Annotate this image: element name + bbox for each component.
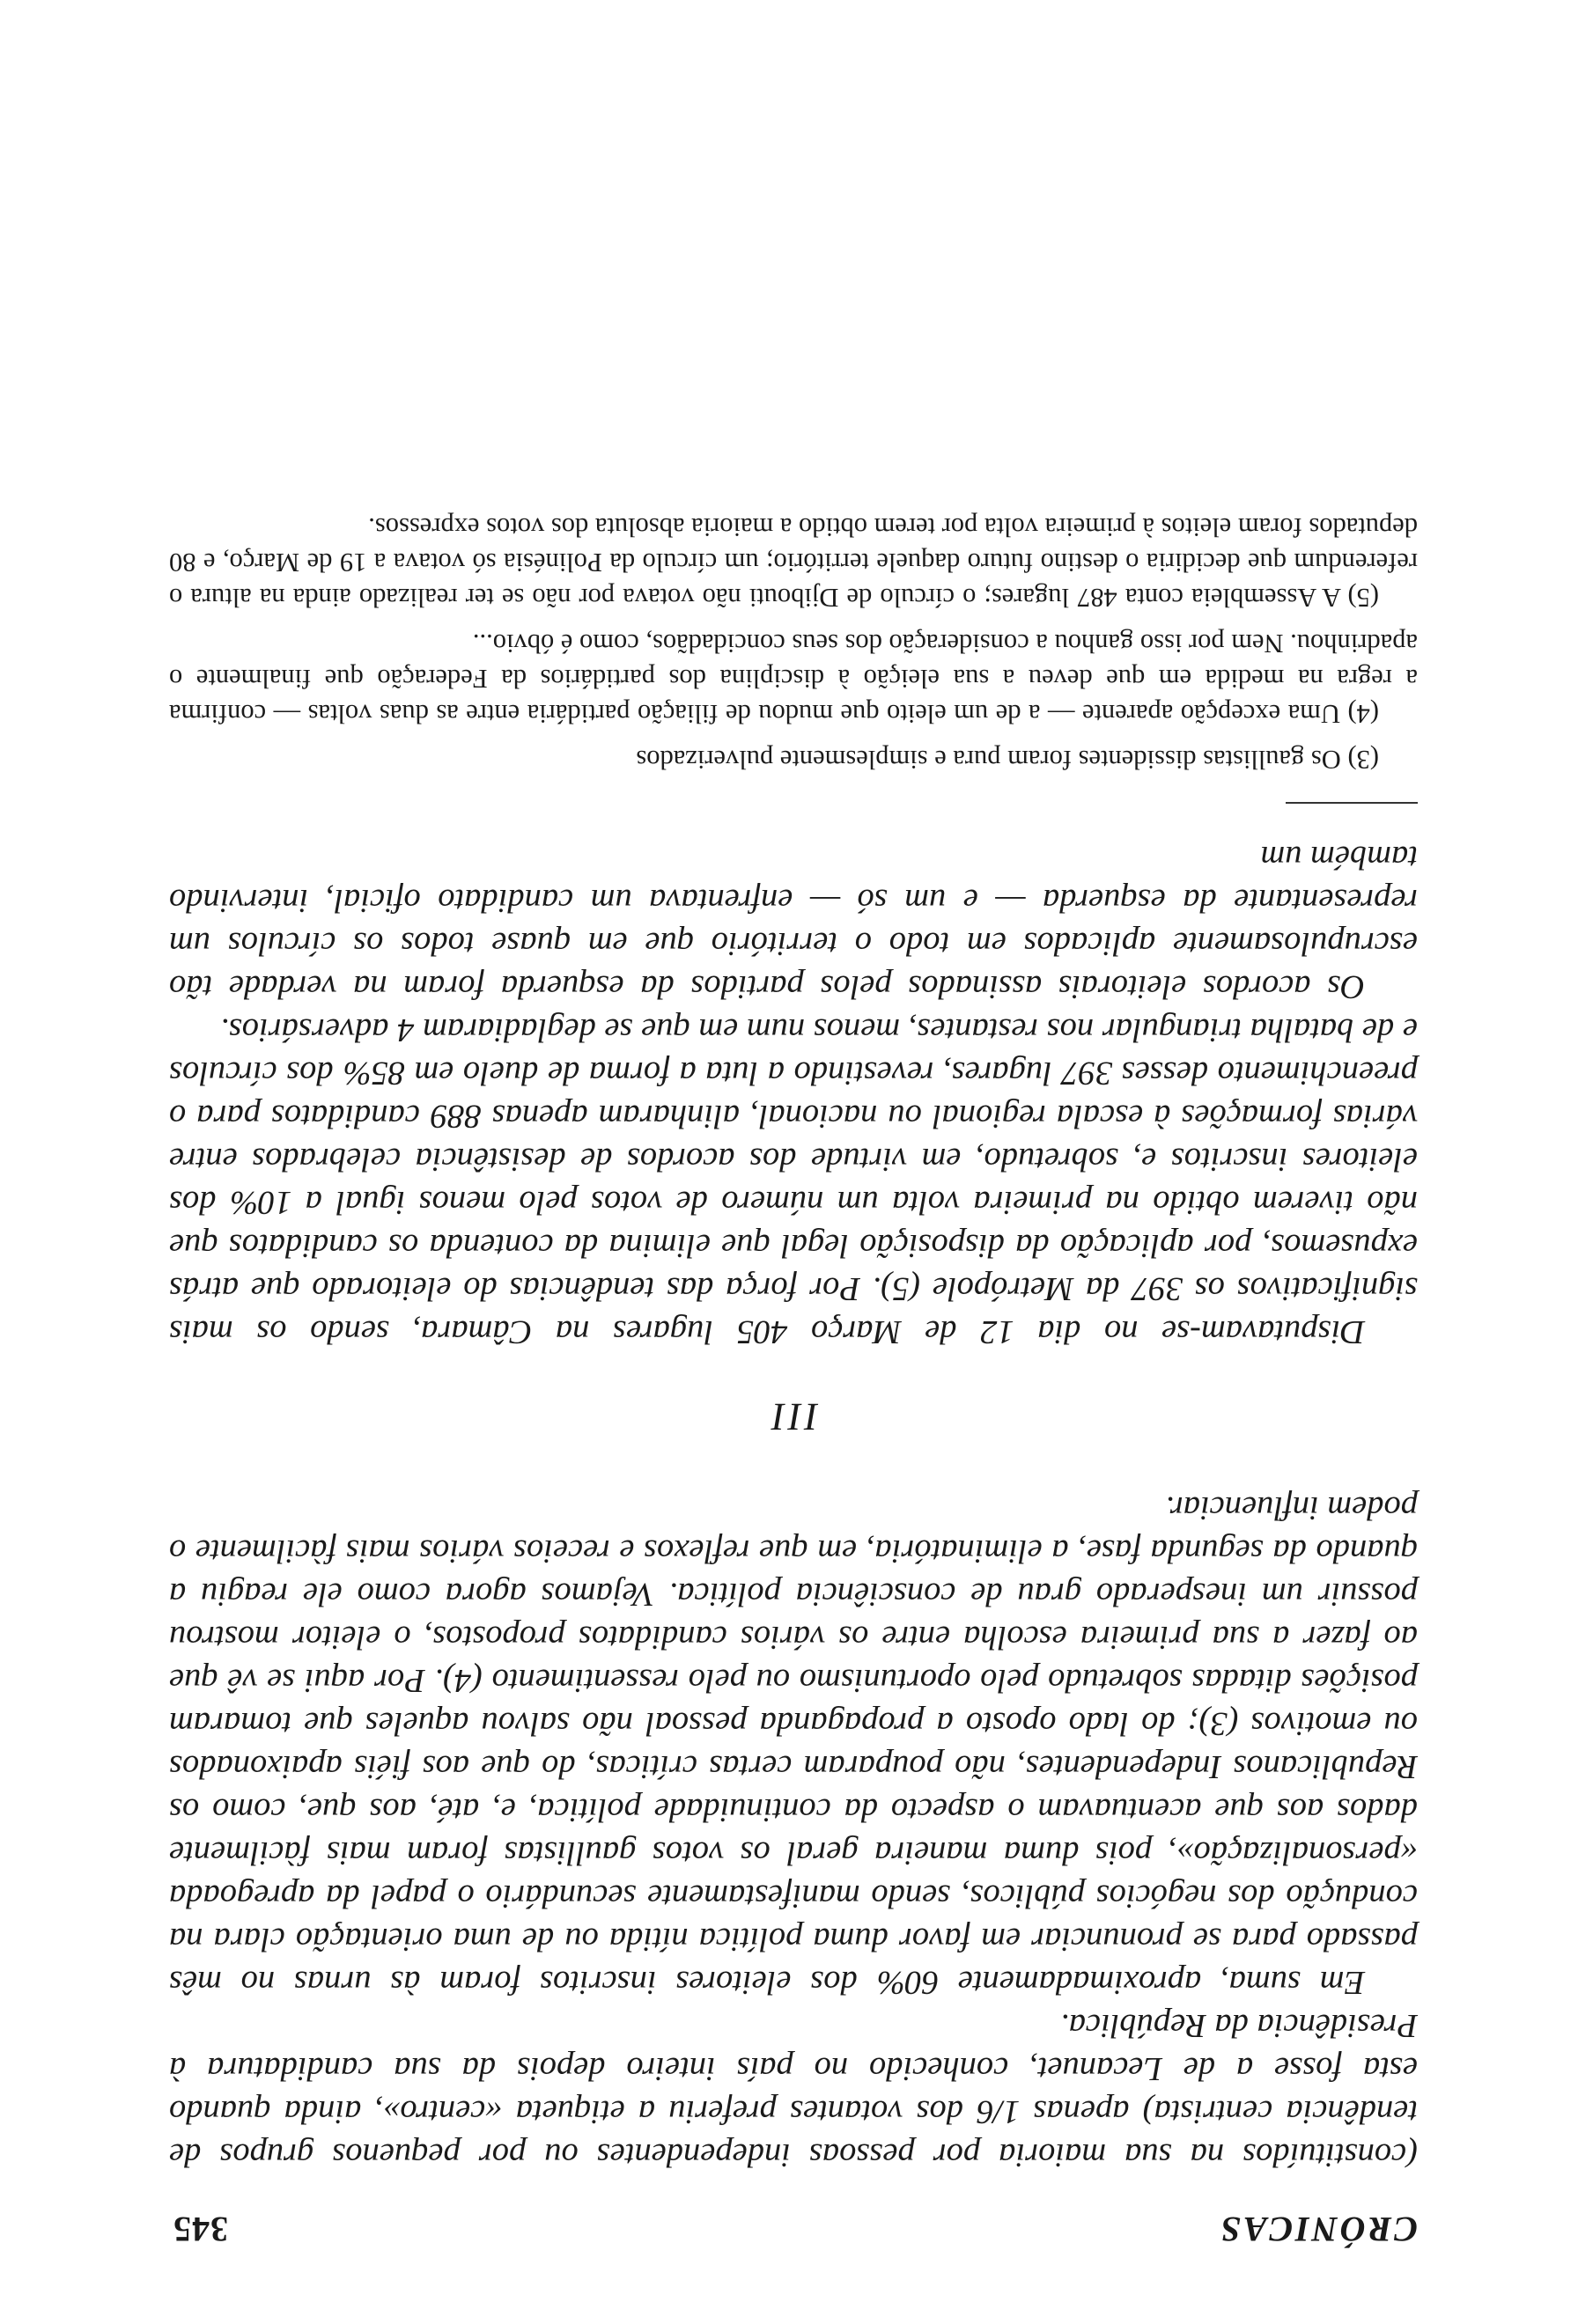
page-number: 345 xyxy=(173,2210,228,2249)
paragraph-march-elections: Disputavam-se no dia 12 de Março 405 lugares na Câmara, sendo os mais significativos os 397 da Metrópole (5). Por força das tendências do eleitorado que atrás expusemos, por aplicação da disposição legal que elimina da contenda os candidatos que não tiverem obtido na primeira volta um número de votos pelo menos igual a 10% dos eleitores inscritos e, sobretudo, em virtude dos acordos de desistência celebrados entre várias formações à escala regional ou nacional, alinharam apenas 889 candidatos para o preenchimento desses 397 lugares, revestindo a luta a forma de duelo em 85% dos círculos e de batalha triangular nos restantes, menos num em que se degladiaram 4 adversários. xyxy=(169,1011,1418,1350)
footnote-divider xyxy=(1286,802,1418,804)
paragraph-continuation: (constituídos na sua maioria por pessoas independentes ou por pequenos grupos de tendência centrista) apenas 1/6 dos votantes preferiu a etiqueta «centro», ainda quando esta fosse a de Lecanuet, conhecido no país inteiro depois da sua candidatura à Presidência da República. xyxy=(169,2007,1418,2173)
paragraph-electoral-agreements: Os acordos eleitorais assinados pelos partidos da esquerda foram na verdade tão escrupulosamente aplicados em todo o território que em quase todos os círculos um representante da esquerda — e um só — enfrentava um candidato oficial, intervindo também um xyxy=(169,839,1418,1005)
running-title: CRÓNICAS xyxy=(1218,2210,1418,2249)
footnote-3: (3) Os gaullistas dissidentes foram pura e simplesmente pulverizados xyxy=(636,745,1379,775)
page-header xyxy=(173,2209,1418,2250)
footnote-5: (5) A Assembleia conta 487 lugares; o círculo de Djibouti não votava por não se ter realizado ainda na altura o referendum que decidiria o destino futuro daquele território; um círculo da Polinésia só votava a 19 de Março, e 80 deputados foram eleitos à primeira volta por terem obtido a maioria absoluta dos votos expressos. xyxy=(169,512,1418,613)
footnotes xyxy=(169,510,1418,777)
main-text xyxy=(169,499,1418,2176)
section-heading: III xyxy=(769,1395,818,1438)
footnote-4: (4) Uma excepção aparente — a de um eleito que mudou de filiação partidária entre as duas voltas — confirma a regra na medida em que deveu a sua eleição à disciplina dos partidários da Federação que finalmente o apadrinhou. Nem por isso ganhou a consideração dos seus concidadãos, como é óbvio... xyxy=(169,629,1418,729)
paragraph-summary: Em suma, aproximadamente 60% dos eleitores inscritos foram às urnas no mês passado para se pronunciar em favor duma política nítida ou de uma orientação clara na condução dos negócios públicos, sendo manifestamente secundário o papel da apregoada «personalização», pois duma maneira geral os votos gaullistas foram mais fàcilmente dados aos que acentuavam o aspecto da continuidade política, e, até, aos que, como os Republicanos Independentes, não pouparam certas críticas, do que aos fiéis apaixonados ou emotivos (3); do lado oposto a propaganda pessoal não salvou aqueles que tomaram posições ditadas sobretudo pelo oportunismo ou pelo ressentimento (4). Por aqui se vê que ao fazer a sua primeira escolha entre os vários candidatos propostos, o eleitor mostrou possuir um inesperado grau de consciência política. Vejamos agora como ele reagiu a quando da segunda fase, a eliminatória, em que reflexos e receios vários mais fàcilmente o podem influenciar. xyxy=(169,1489,1418,2001)
